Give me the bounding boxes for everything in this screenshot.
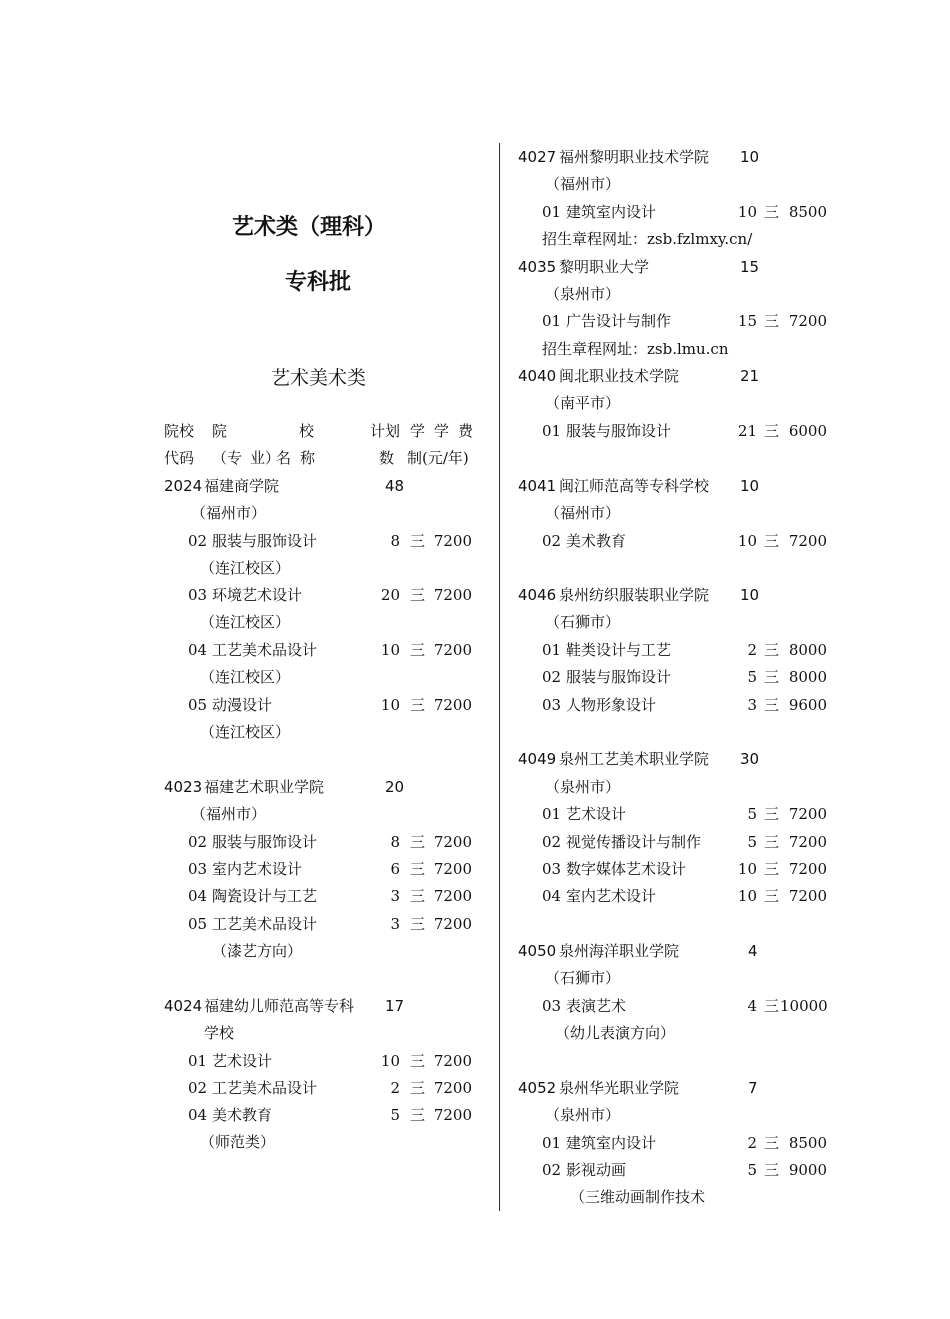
major-years: 三 [764, 805, 780, 823]
major-code: 03 [542, 696, 562, 714]
major-fee: 7200 [433, 915, 472, 933]
major-fee: 7200 [433, 532, 472, 550]
school-code: 2024 [164, 477, 203, 495]
major-note: （漆艺方向） [212, 942, 303, 960]
school-city: （福州市） [545, 504, 621, 522]
major-code: 01 [542, 203, 562, 221]
school-city: （福州市） [545, 175, 621, 193]
major-years: 三 [764, 860, 780, 878]
school-city: （泉州市） [545, 778, 621, 796]
school-plan: 30 [740, 750, 760, 768]
school-code: 4023 [164, 778, 203, 796]
header-cell: 费 [458, 422, 474, 440]
major-years: 三 [764, 532, 780, 550]
batch-title: 专科批 [285, 270, 352, 295]
school-plan: 10 [740, 586, 760, 604]
school-code: 4052 [518, 1079, 557, 1097]
major-fee: 10000 [780, 997, 828, 1015]
major-name: 建筑室内设计 [566, 1134, 657, 1152]
major-years: 三 [410, 887, 426, 905]
major-years: 三 [410, 915, 426, 933]
school-plan: 10 [740, 477, 760, 495]
major-fee: 8000 [788, 641, 827, 659]
major-name: 室内艺术设计 [212, 860, 303, 878]
header-cell: 数 [379, 449, 395, 467]
school-code: 4024 [164, 997, 203, 1015]
major-plan: 2 [747, 641, 757, 659]
major-note: （师范类） [200, 1133, 276, 1151]
major-plan: 3 [390, 915, 400, 933]
major-plan: 15 [737, 312, 757, 330]
major-name: 人物形象设计 [566, 696, 657, 714]
major-plan: 10 [380, 641, 400, 659]
school-city: （福州市） [191, 504, 267, 522]
major-years: 三 [764, 203, 780, 221]
school-name: 福建商学院 [204, 477, 280, 495]
school-city: （泉州市） [545, 285, 621, 303]
major-code: 05 [188, 915, 208, 933]
major-name: 视觉传播设计与制作 [566, 833, 702, 851]
school-name: 泉州华光职业学院 [559, 1079, 680, 1097]
major-years: 三 [410, 696, 426, 714]
major-plan: 10 [380, 1052, 400, 1070]
major-code: 01 [188, 1052, 208, 1070]
major-fee: 7200 [433, 696, 472, 714]
major-plan: 10 [737, 203, 757, 221]
major-code: 02 [188, 1079, 208, 1097]
major-plan: 21 [737, 422, 757, 440]
header-cell: 院校 [164, 422, 195, 440]
major-plan: 6 [390, 860, 400, 878]
major-fee: 7200 [788, 805, 827, 823]
major-plan: 5 [747, 1161, 757, 1179]
major-code: 04 [542, 887, 562, 905]
major-name: 建筑室内设计 [566, 203, 657, 221]
header-cell: 学 [410, 422, 426, 440]
major-name: 工艺美术品设计 [212, 641, 318, 659]
major-code: 02 [188, 532, 208, 550]
major-name: 陶瓷设计与工艺 [212, 887, 318, 905]
school-name: 闽江师范高等专科学校 [559, 477, 710, 495]
major-code: 02 [542, 532, 562, 550]
major-fee: 7200 [433, 833, 472, 851]
major-name: 服装与服饰设计 [566, 668, 672, 686]
major-name: 影视动画 [566, 1161, 627, 1179]
major-name: 美术教育 [566, 532, 627, 550]
header-cell: （专 [212, 449, 243, 467]
header-cell: 制(元/年) [407, 449, 469, 467]
major-fee: 7200 [433, 1106, 472, 1124]
major-years: 三 [764, 641, 780, 659]
major-name: 服装与服饰设计 [566, 422, 672, 440]
major-plan: 8 [390, 833, 400, 851]
major-code: 03 [188, 586, 208, 604]
school-plan: 48 [385, 477, 405, 495]
major-code: 05 [188, 696, 208, 714]
major-fee: 7200 [788, 887, 827, 905]
school-plan: 21 [740, 367, 760, 385]
major-fee: 9600 [788, 696, 827, 714]
major-name: 广告设计与制作 [566, 312, 672, 330]
major-name: 数字媒体艺术设计 [566, 860, 687, 878]
school-name: 福建幼儿师范高等专科 [204, 997, 355, 1015]
school-name: 泉州纺织服装职业学院 [559, 586, 710, 604]
major-fee: 8500 [788, 203, 827, 221]
major-name: 服装与服饰设计 [212, 532, 318, 550]
major-fee: 7200 [433, 860, 472, 878]
major-fee: 9000 [788, 1161, 827, 1179]
major-code: 01 [542, 422, 562, 440]
major-plan: 20 [380, 586, 400, 604]
school-code: 4049 [518, 750, 557, 768]
major-plan: 5 [747, 833, 757, 851]
major-years: 三 [764, 1161, 780, 1179]
major-note: （幼儿表演方向） [555, 1024, 676, 1042]
header-cell: 业） [250, 449, 281, 467]
header-cell: 称 [300, 449, 316, 467]
major-years: 三 [764, 1134, 780, 1152]
major-name: 表演艺术 [566, 997, 627, 1015]
major-years: 三 [764, 997, 780, 1015]
school-name: 泉州海洋职业学院 [559, 942, 680, 960]
major-plan: 10 [380, 696, 400, 714]
major-fee: 8500 [788, 1134, 827, 1152]
header-cell: 代码 [164, 449, 195, 467]
major-fee: 7200 [788, 833, 827, 851]
major-years: 三 [410, 586, 426, 604]
major-code: 03 [188, 860, 208, 878]
major-note: （三维动画制作技术 [570, 1188, 706, 1206]
major-name: 工艺美术品设计 [212, 1079, 318, 1097]
header-cell: 名 [276, 449, 292, 467]
major-years: 三 [764, 887, 780, 905]
major-code: 01 [542, 641, 562, 659]
major-name: 艺术设计 [212, 1052, 273, 1070]
major-fee: 6000 [788, 422, 827, 440]
admission-url: 招生章程网址：zsb.lmu.cn [542, 340, 729, 358]
school-city: （南平市） [545, 394, 621, 412]
header-cell: 学 [434, 422, 450, 440]
major-fee: 7200 [788, 860, 827, 878]
school-plan: 17 [385, 997, 405, 1015]
school-name: 福建艺术职业学院 [204, 778, 325, 796]
major-plan: 5 [747, 668, 757, 686]
school-plan: 20 [385, 778, 405, 796]
major-years: 三 [410, 1106, 426, 1124]
major-plan: 10 [737, 860, 757, 878]
school-name: 黎明职业大学 [559, 258, 650, 276]
header-cell: 院 [212, 422, 228, 440]
school-plan: 10 [740, 148, 760, 166]
major-years: 三 [764, 696, 780, 714]
major-years: 三 [410, 532, 426, 550]
school-city: （石狮市） [545, 613, 621, 631]
column-divider [499, 143, 500, 1211]
header-cell: 计划 [370, 422, 401, 440]
major-plan: 10 [737, 532, 757, 550]
major-plan: 3 [747, 696, 757, 714]
major-code: 01 [542, 312, 562, 330]
major-code: 02 [542, 1161, 562, 1179]
school-code: 4046 [518, 586, 557, 604]
school-plan: 7 [748, 1079, 758, 1097]
school-city: （石狮市） [545, 969, 621, 987]
major-name: 艺术设计 [566, 805, 627, 823]
major-plan: 3 [390, 887, 400, 905]
school-code: 4035 [518, 258, 557, 276]
major-plan: 10 [737, 887, 757, 905]
major-fee: 7200 [788, 312, 827, 330]
major-years: 三 [410, 1052, 426, 1070]
major-fee: 8000 [788, 668, 827, 686]
school-name-continued: 学校 [204, 1024, 235, 1042]
major-years: 三 [764, 833, 780, 851]
school-plan: 4 [748, 942, 758, 960]
major-years: 三 [764, 422, 780, 440]
major-note: （连江校区） [200, 613, 291, 631]
major-fee: 7200 [433, 1052, 472, 1070]
major-years: 三 [410, 833, 426, 851]
major-fee: 7200 [433, 887, 472, 905]
school-code: 4027 [518, 148, 557, 166]
major-fee: 7200 [433, 641, 472, 659]
major-plan: 5 [390, 1106, 400, 1124]
major-name: 环境艺术设计 [212, 586, 303, 604]
school-code: 4040 [518, 367, 557, 385]
school-name: 闽北职业技术学院 [559, 367, 680, 385]
major-years: 三 [764, 668, 780, 686]
school-plan: 15 [740, 258, 760, 276]
major-code: 04 [188, 1106, 208, 1124]
school-city: （福州市） [191, 805, 267, 823]
major-years: 三 [764, 312, 780, 330]
major-name: 鞋类设计与工艺 [566, 641, 672, 659]
major-code: 01 [542, 805, 562, 823]
major-code: 04 [188, 641, 208, 659]
major-years: 三 [410, 1079, 426, 1097]
major-name: 工艺美术品设计 [212, 915, 318, 933]
major-note: （连江校区） [200, 668, 291, 686]
major-note: （连江校区） [200, 559, 291, 577]
major-code: 03 [542, 997, 562, 1015]
major-plan: 8 [390, 532, 400, 550]
major-code: 02 [542, 668, 562, 686]
major-fee: 7200 [433, 586, 472, 604]
major-fee: 7200 [433, 1079, 472, 1097]
major-plan: 5 [747, 805, 757, 823]
major-name: 服装与服饰设计 [212, 833, 318, 851]
major-fee: 7200 [788, 532, 827, 550]
major-note: （连江校区） [200, 723, 291, 741]
major-code: 02 [542, 833, 562, 851]
major-plan: 4 [747, 997, 757, 1015]
major-name: 室内艺术设计 [566, 887, 657, 905]
major-code: 03 [542, 860, 562, 878]
school-city: （泉州市） [545, 1106, 621, 1124]
major-code: 04 [188, 887, 208, 905]
major-name: 美术教育 [212, 1106, 273, 1124]
major-years: 三 [410, 641, 426, 659]
school-code: 4050 [518, 942, 557, 960]
major-name: 动漫设计 [212, 696, 273, 714]
school-name: 泉州工艺美术职业学院 [559, 750, 710, 768]
major-code: 02 [188, 833, 208, 851]
admission-url: 招生章程网址：zsb.fzlmxy.cn/ [542, 230, 753, 248]
header-cell: 校 [299, 422, 315, 440]
school-name: 福州黎明职业技术学院 [559, 148, 710, 166]
page-title: 艺术类（理科） [232, 215, 387, 240]
category-title: 艺术美术类 [271, 367, 367, 389]
major-years: 三 [410, 860, 426, 878]
major-plan: 2 [390, 1079, 400, 1097]
major-code: 01 [542, 1134, 562, 1152]
school-code: 4041 [518, 477, 557, 495]
major-plan: 2 [747, 1134, 757, 1152]
